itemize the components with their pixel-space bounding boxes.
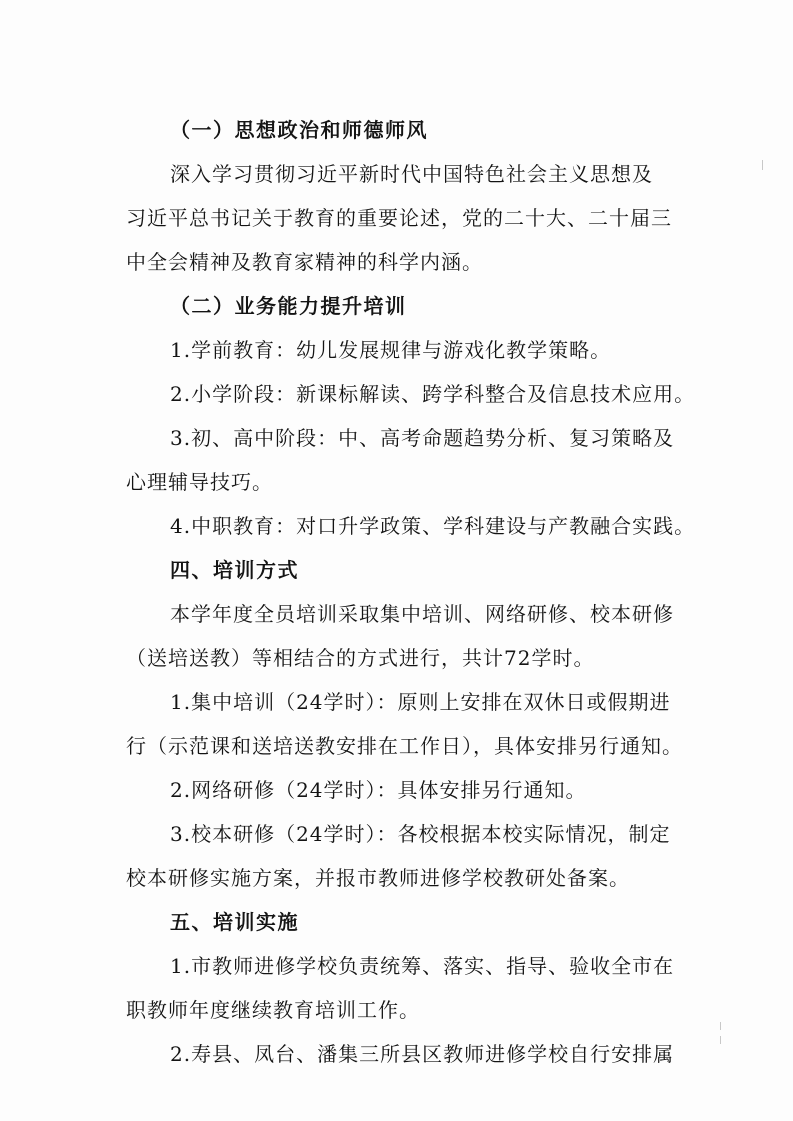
list-item-continuation: 心理辅导技巧。 — [126, 470, 273, 494]
list-item: 1.学前教育：幼儿发展规律与游戏化教学策略。 — [170, 338, 612, 362]
scan-mark — [720, 1036, 721, 1044]
section-heading-training-methods: 四、培训方式 — [170, 558, 299, 582]
list-item: 3.初、高中阶段：中、高考命题趋势分析、复习策略及 — [170, 426, 675, 450]
list-item: 1.市教师进修学校负责统筹、落实、指导、验收全市在 — [170, 954, 675, 978]
list-item: 4.中职教育：对口升学政策、学科建设与产教融合实践。 — [170, 514, 696, 538]
paragraph-line: （送培送教）等相结合的方式进行，共计72学时。 — [126, 646, 595, 670]
section-heading-ability-training: （二）业务能力提升培训 — [170, 294, 407, 318]
paragraph-line: 深入学习贯彻习近平新时代中国特色社会主义思想及 — [170, 162, 653, 186]
list-item-continuation: 校本研修实施方案，并报市教师进修学校教研处备案。 — [126, 866, 630, 890]
list-item: 2.小学阶段：新课标解读、跨学科整合及信息技术应用。 — [170, 382, 696, 406]
scan-mark — [720, 1022, 721, 1030]
paragraph-line: 习近平总书记关于教育的重要论述，党的二十大、二十届三 — [126, 206, 672, 230]
section-heading-implementation: 五、培训实施 — [170, 910, 299, 934]
paragraph-line: 本学年度全员培训采取集中培训、网络研修、校本研修 — [170, 602, 674, 626]
list-item: 2.寿县、凤台、潘集三所县区教师进修学校自行安排属 — [170, 1042, 675, 1066]
list-item-continuation: 行（示范课和送培送教安排在工作日），具体安排另行通知。 — [126, 734, 683, 758]
list-item: 2.网络研修（24学时）：具体安排另行通知。 — [170, 778, 587, 802]
section-heading-ideology: （一）思想政治和师德师风 — [170, 118, 428, 142]
scan-mark — [762, 160, 763, 170]
list-item-continuation: 职教师年度继续教育培训工作。 — [126, 998, 420, 1022]
list-item: 3.校本研修（24学时）：各校根据本校实际情况，制定 — [170, 822, 671, 846]
paragraph-line: 中全会精神及教育家精神的科学内涵。 — [126, 250, 483, 274]
list-item: 1.集中培训（24学时）：原则上安排在双休日或假期进 — [170, 690, 671, 714]
